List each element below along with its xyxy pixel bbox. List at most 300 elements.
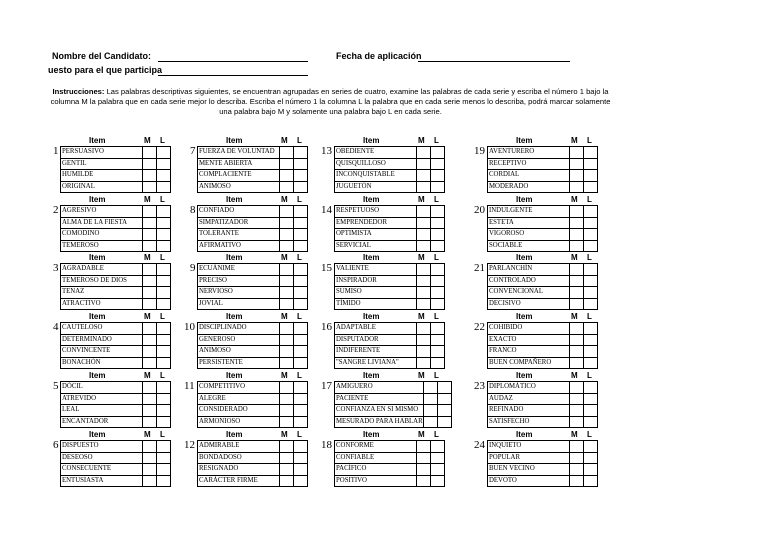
m-answer-cell[interactable] [417, 464, 431, 476]
l-column-header: L [434, 253, 439, 262]
word-row [488, 475, 598, 487]
word-row [335, 181, 445, 193]
l-answer-cell[interactable] [157, 217, 171, 229]
m-column-header: M [571, 253, 578, 262]
m-answer-cell[interactable] [280, 206, 294, 218]
l-answer-cell[interactable] [157, 334, 171, 346]
word-row [335, 275, 445, 287]
l-answer-cell[interactable] [437, 416, 451, 428]
l-answer-cell[interactable] [157, 357, 171, 369]
word-cell: BONDADOSO [198, 452, 280, 464]
word-cell: ENTUSIASTA [61, 475, 143, 487]
word-cell: AUDAZ [488, 393, 570, 405]
word-row [335, 217, 445, 229]
m-answer-cell[interactable] [280, 334, 294, 346]
series-number: 21 [474, 262, 485, 274]
l-column-header: L [160, 371, 165, 380]
m-answer-cell[interactable] [570, 405, 584, 417]
l-answer-cell[interactable] [584, 147, 598, 159]
l-answer-cell[interactable] [431, 147, 445, 159]
l-answer-cell[interactable] [584, 229, 598, 241]
word-row [61, 206, 171, 218]
series-table [197, 381, 308, 428]
l-answer-cell[interactable] [431, 170, 445, 182]
l-answer-cell[interactable] [294, 181, 308, 193]
l-answer-cell[interactable] [294, 405, 308, 417]
word-cell: VIGOROSO [488, 229, 570, 241]
l-answer-cell[interactable] [157, 416, 171, 428]
m-column-header: M [571, 136, 578, 145]
l-answer-cell[interactable] [157, 298, 171, 310]
m-answer-cell[interactable] [143, 229, 157, 241]
m-answer-cell[interactable] [570, 298, 584, 310]
l-answer-cell[interactable] [584, 298, 598, 310]
l-answer-cell[interactable] [584, 287, 598, 299]
l-answer-cell[interactable] [157, 240, 171, 252]
word-cell: AGRADABLE [61, 264, 143, 276]
m-answer-cell[interactable] [143, 240, 157, 252]
l-answer-cell[interactable] [431, 464, 445, 476]
l-answer-cell[interactable] [584, 452, 598, 464]
l-column-header: L [587, 253, 592, 262]
l-answer-cell[interactable] [157, 405, 171, 417]
word-row [488, 275, 598, 287]
m-answer-cell[interactable] [417, 275, 431, 287]
word-cell: MENTE ABIERTA [198, 158, 280, 170]
l-column-header: L [297, 253, 302, 262]
m-answer-cell[interactable] [280, 181, 294, 193]
m-answer-cell[interactable] [143, 206, 157, 218]
l-answer-cell[interactable] [294, 334, 308, 346]
word-row [61, 405, 171, 417]
m-answer-cell[interactable] [280, 158, 294, 170]
m-answer-cell[interactable] [570, 357, 584, 369]
application-date-line[interactable] [418, 61, 570, 62]
series-number: 24 [474, 439, 485, 451]
l-answer-cell[interactable] [437, 405, 451, 417]
l-answer-cell[interactable] [584, 170, 598, 182]
l-answer-cell[interactable] [294, 441, 308, 453]
m-answer-cell[interactable] [570, 393, 584, 405]
m-answer-cell[interactable] [417, 217, 431, 229]
m-answer-cell[interactable] [280, 357, 294, 369]
word-cell: QUISQUILLOSO [335, 158, 417, 170]
word-cell: ECUÁNIME [198, 264, 280, 276]
word-row [61, 464, 171, 476]
l-answer-cell[interactable] [157, 181, 171, 193]
l-answer-cell[interactable] [584, 217, 598, 229]
m-answer-cell[interactable] [280, 416, 294, 428]
series-table [197, 205, 308, 252]
m-answer-cell[interactable] [143, 405, 157, 417]
l-answer-cell[interactable] [584, 275, 598, 287]
l-answer-cell[interactable] [431, 346, 445, 358]
m-answer-cell[interactable] [143, 170, 157, 182]
m-answer-cell[interactable] [280, 298, 294, 310]
l-answer-cell[interactable] [584, 158, 598, 170]
l-answer-cell[interactable] [294, 264, 308, 276]
m-answer-cell[interactable] [570, 217, 584, 229]
l-answer-cell[interactable] [584, 346, 598, 358]
word-row [335, 229, 445, 241]
series-table [487, 146, 598, 193]
m-answer-cell[interactable] [417, 229, 431, 241]
m-answer-cell[interactable] [417, 357, 431, 369]
l-answer-cell[interactable] [431, 217, 445, 229]
l-answer-cell[interactable] [294, 452, 308, 464]
l-answer-cell[interactable] [584, 405, 598, 417]
l-answer-cell[interactable] [431, 275, 445, 287]
l-answer-cell[interactable] [157, 206, 171, 218]
m-answer-cell[interactable] [570, 147, 584, 159]
m-column-header: M [281, 195, 288, 204]
candidate-name-line[interactable] [158, 61, 308, 62]
word-cell: TOLERANTE [198, 229, 280, 241]
l-answer-cell[interactable] [294, 287, 308, 299]
item-column-header: Item [516, 371, 533, 380]
position-line[interactable] [158, 75, 308, 76]
word-cell: NERVIOSO [198, 287, 280, 299]
l-answer-cell[interactable] [294, 382, 308, 394]
m-answer-cell[interactable] [570, 264, 584, 276]
m-answer-cell[interactable] [423, 416, 437, 428]
m-answer-cell[interactable] [570, 441, 584, 453]
m-answer-cell[interactable] [280, 170, 294, 182]
l-answer-cell[interactable] [431, 357, 445, 369]
l-answer-cell[interactable] [294, 357, 308, 369]
m-answer-cell[interactable] [143, 334, 157, 346]
l-column-header: L [297, 371, 302, 380]
l-answer-cell[interactable] [431, 240, 445, 252]
l-answer-cell[interactable] [431, 334, 445, 346]
word-row [198, 382, 308, 394]
m-answer-cell[interactable] [143, 441, 157, 453]
series-table [334, 440, 445, 487]
series-table [60, 381, 171, 428]
word-row [335, 240, 445, 252]
l-answer-cell[interactable] [584, 475, 598, 487]
word-row [335, 298, 445, 310]
word-cell: VALIENTE [335, 264, 417, 276]
m-answer-cell[interactable] [143, 346, 157, 358]
m-answer-cell[interactable] [280, 147, 294, 159]
word-row [335, 357, 445, 369]
item-column-header: Item [516, 253, 533, 262]
m-answer-cell[interactable] [143, 452, 157, 464]
l-answer-cell[interactable] [431, 298, 445, 310]
m-answer-cell[interactable] [280, 464, 294, 476]
m-answer-cell[interactable] [143, 217, 157, 229]
l-answer-cell[interactable] [157, 158, 171, 170]
word-cell: PERSISTENTE [198, 357, 280, 369]
l-answer-cell[interactable] [584, 334, 598, 346]
m-answer-cell[interactable] [143, 298, 157, 310]
l-answer-cell[interactable] [294, 346, 308, 358]
series-number: 10 [184, 321, 195, 333]
item-column-header: Item [516, 136, 533, 145]
m-answer-cell[interactable] [570, 475, 584, 487]
series-number: 3 [53, 262, 59, 274]
l-answer-cell[interactable] [431, 181, 445, 193]
word-row [335, 441, 445, 453]
series-table [197, 440, 308, 487]
word-cell: RECEPTIVO [488, 158, 570, 170]
m-answer-cell[interactable] [280, 323, 294, 335]
word-cell: JUGUETÓN [335, 181, 417, 193]
word-cell: DISPUESTO [61, 441, 143, 453]
l-answer-cell[interactable] [157, 275, 171, 287]
m-answer-cell[interactable] [417, 298, 431, 310]
l-answer-cell[interactable] [431, 441, 445, 453]
m-answer-cell[interactable] [143, 147, 157, 159]
word-cell: "SANGRE LIVIANA" [335, 357, 417, 369]
l-answer-cell[interactable] [157, 346, 171, 358]
l-answer-cell[interactable] [294, 393, 308, 405]
m-answer-cell[interactable] [570, 287, 584, 299]
m-answer-cell[interactable] [280, 475, 294, 487]
m-answer-cell[interactable] [143, 158, 157, 170]
word-cell: BUEN VECINO [488, 464, 570, 476]
word-cell: INQUIETO [488, 441, 570, 453]
word-row [488, 357, 598, 369]
m-answer-cell[interactable] [417, 441, 431, 453]
m-answer-cell[interactable] [417, 264, 431, 276]
m-answer-cell[interactable] [143, 464, 157, 476]
l-answer-cell[interactable] [157, 393, 171, 405]
word-row [488, 405, 598, 417]
l-answer-cell[interactable] [157, 147, 171, 159]
l-answer-cell[interactable] [431, 323, 445, 335]
l-answer-cell[interactable] [294, 298, 308, 310]
m-answer-cell[interactable] [417, 346, 431, 358]
m-answer-cell[interactable] [280, 240, 294, 252]
l-answer-cell[interactable] [157, 382, 171, 394]
m-answer-cell[interactable] [570, 240, 584, 252]
m-answer-cell[interactable] [570, 275, 584, 287]
m-answer-cell[interactable] [417, 452, 431, 464]
word-row [198, 275, 308, 287]
m-answer-cell[interactable] [570, 452, 584, 464]
m-answer-cell[interactable] [143, 275, 157, 287]
m-answer-cell[interactable] [143, 323, 157, 335]
m-answer-cell[interactable] [570, 158, 584, 170]
instructions-text: Las palabras descriptivas siguientes, se encuentran agrupadas en series de cuatro, examine las palabras de cada serie y escriba el número 1 bajo la columna M la palabra que en cada serie mejor lo describa. Escriba el número 1 la columna L la palabra que en cada serie menos lo describa, podrá marcar solamente una palabra bajo M y solamente una palabra bajo L en cada serie. [50, 87, 611, 116]
m-answer-cell[interactable] [417, 181, 431, 193]
word-row [61, 240, 171, 252]
word-row [488, 382, 598, 394]
m-answer-cell[interactable] [280, 452, 294, 464]
m-column-header: M [571, 430, 578, 439]
word-row [61, 382, 171, 394]
word-cell: EMPRENDEDOR [335, 217, 417, 229]
series-number: 13 [321, 145, 332, 157]
l-answer-cell[interactable] [294, 416, 308, 428]
m-answer-cell[interactable] [417, 170, 431, 182]
m-answer-cell[interactable] [280, 393, 294, 405]
word-cell: DIPLOMÁTICO [488, 382, 570, 394]
m-answer-cell[interactable] [570, 323, 584, 335]
l-answer-cell[interactable] [584, 464, 598, 476]
l-answer-cell[interactable] [431, 206, 445, 218]
m-answer-cell[interactable] [143, 416, 157, 428]
l-answer-cell[interactable] [584, 441, 598, 453]
series-table [60, 440, 171, 487]
series-number: 18 [321, 439, 332, 451]
l-answer-cell[interactable] [294, 275, 308, 287]
m-answer-cell[interactable] [570, 346, 584, 358]
l-answer-cell[interactable] [294, 240, 308, 252]
l-answer-cell[interactable] [584, 264, 598, 276]
m-answer-cell[interactable] [143, 181, 157, 193]
series-number: 17 [321, 380, 332, 392]
m-answer-cell[interactable] [417, 240, 431, 252]
series-number: 20 [474, 204, 485, 216]
word-cell: MESURADO PARA HABLAR [335, 416, 424, 428]
l-answer-cell[interactable] [584, 393, 598, 405]
l-answer-cell[interactable] [584, 206, 598, 218]
m-answer-cell[interactable] [280, 217, 294, 229]
l-answer-cell[interactable] [294, 170, 308, 182]
m-column-header: M [418, 312, 425, 321]
m-answer-cell[interactable] [143, 287, 157, 299]
m-answer-cell[interactable] [417, 287, 431, 299]
l-answer-cell[interactable] [294, 158, 308, 170]
l-answer-cell[interactable] [157, 264, 171, 276]
series-number: 12 [184, 439, 195, 451]
m-answer-cell[interactable] [280, 264, 294, 276]
l-answer-cell[interactable] [584, 382, 598, 394]
word-row [61, 334, 171, 346]
word-row [335, 452, 445, 464]
word-row [198, 206, 308, 218]
word-row [198, 240, 308, 252]
m-answer-cell[interactable] [143, 475, 157, 487]
m-answer-cell[interactable] [423, 405, 437, 417]
word-row [488, 464, 598, 476]
m-answer-cell[interactable] [417, 147, 431, 159]
l-answer-cell[interactable] [437, 393, 451, 405]
word-row [198, 158, 308, 170]
l-answer-cell[interactable] [294, 147, 308, 159]
m-column-header: M [418, 136, 425, 145]
l-answer-cell[interactable] [431, 229, 445, 241]
series-number: 19 [474, 145, 485, 157]
word-cell: COMPLACIENTE [198, 170, 280, 182]
l-answer-cell[interactable] [431, 264, 445, 276]
word-cell: CAUTELOSO [61, 323, 143, 335]
m-answer-cell[interactable] [570, 382, 584, 394]
m-answer-cell[interactable] [570, 416, 584, 428]
l-answer-cell[interactable] [157, 170, 171, 182]
l-answer-cell[interactable] [584, 323, 598, 335]
l-answer-cell[interactable] [584, 416, 598, 428]
m-answer-cell[interactable] [570, 181, 584, 193]
m-answer-cell[interactable] [417, 475, 431, 487]
l-answer-cell[interactable] [431, 452, 445, 464]
series-table [334, 205, 445, 252]
word-row [198, 441, 308, 453]
word-row [198, 334, 308, 346]
word-cell: OBEDIENTE [335, 147, 417, 159]
m-answer-cell[interactable] [280, 275, 294, 287]
word-row [61, 217, 171, 229]
l-answer-cell[interactable] [157, 287, 171, 299]
word-cell: ORIGINAL [61, 181, 143, 193]
m-answer-cell[interactable] [417, 206, 431, 218]
word-row [198, 229, 308, 241]
series-table [334, 146, 445, 193]
l-answer-cell[interactable] [294, 464, 308, 476]
l-answer-cell[interactable] [431, 158, 445, 170]
m-answer-cell[interactable] [570, 170, 584, 182]
m-answer-cell[interactable] [143, 264, 157, 276]
m-answer-cell[interactable] [143, 393, 157, 405]
l-answer-cell[interactable] [157, 452, 171, 464]
m-answer-cell[interactable] [570, 334, 584, 346]
word-cell: AMIGUERO [335, 382, 424, 394]
series-table [487, 381, 598, 428]
word-cell: ALMA DE LA FIESTA [61, 217, 143, 229]
l-answer-cell[interactable] [157, 323, 171, 335]
l-column-header: L [587, 312, 592, 321]
m-answer-cell[interactable] [143, 382, 157, 394]
l-answer-cell[interactable] [157, 464, 171, 476]
series-table [487, 263, 598, 310]
word-cell: SUMISO [335, 287, 417, 299]
l-answer-cell[interactable] [584, 357, 598, 369]
word-cell: CONTROLADO [488, 275, 570, 287]
word-cell: TEMEROSO DE DIOS [61, 275, 143, 287]
m-answer-cell[interactable] [143, 357, 157, 369]
m-answer-cell[interactable] [280, 287, 294, 299]
l-answer-cell[interactable] [294, 475, 308, 487]
l-answer-cell[interactable] [437, 382, 451, 394]
word-cell: RESIGNADO [198, 464, 280, 476]
m-answer-cell[interactable] [280, 382, 294, 394]
l-answer-cell[interactable] [294, 217, 308, 229]
l-answer-cell[interactable] [157, 441, 171, 453]
m-answer-cell[interactable] [417, 334, 431, 346]
m-answer-cell[interactable] [280, 405, 294, 417]
m-answer-cell[interactable] [280, 229, 294, 241]
l-answer-cell[interactable] [294, 229, 308, 241]
l-answer-cell[interactable] [584, 240, 598, 252]
m-column-header: M [418, 195, 425, 204]
m-answer-cell[interactable] [570, 206, 584, 218]
m-answer-cell[interactable] [280, 346, 294, 358]
l-answer-cell[interactable] [157, 229, 171, 241]
l-answer-cell[interactable] [294, 323, 308, 335]
word-row [61, 275, 171, 287]
l-answer-cell[interactable] [157, 475, 171, 487]
m-answer-cell[interactable] [570, 229, 584, 241]
m-answer-cell[interactable] [423, 382, 437, 394]
m-answer-cell[interactable] [570, 464, 584, 476]
m-column-header: M [418, 371, 425, 380]
l-answer-cell[interactable] [294, 206, 308, 218]
m-answer-cell[interactable] [423, 393, 437, 405]
m-answer-cell[interactable] [417, 323, 431, 335]
m-answer-cell[interactable] [417, 158, 431, 170]
m-answer-cell[interactable] [280, 441, 294, 453]
l-answer-cell[interactable] [431, 287, 445, 299]
item-column-header: Item [363, 430, 380, 439]
l-answer-cell[interactable] [584, 181, 598, 193]
m-column-header: M [418, 430, 425, 439]
series-number: 23 [474, 380, 485, 392]
l-answer-cell[interactable] [431, 475, 445, 487]
word-cell: MODERADO [488, 181, 570, 193]
